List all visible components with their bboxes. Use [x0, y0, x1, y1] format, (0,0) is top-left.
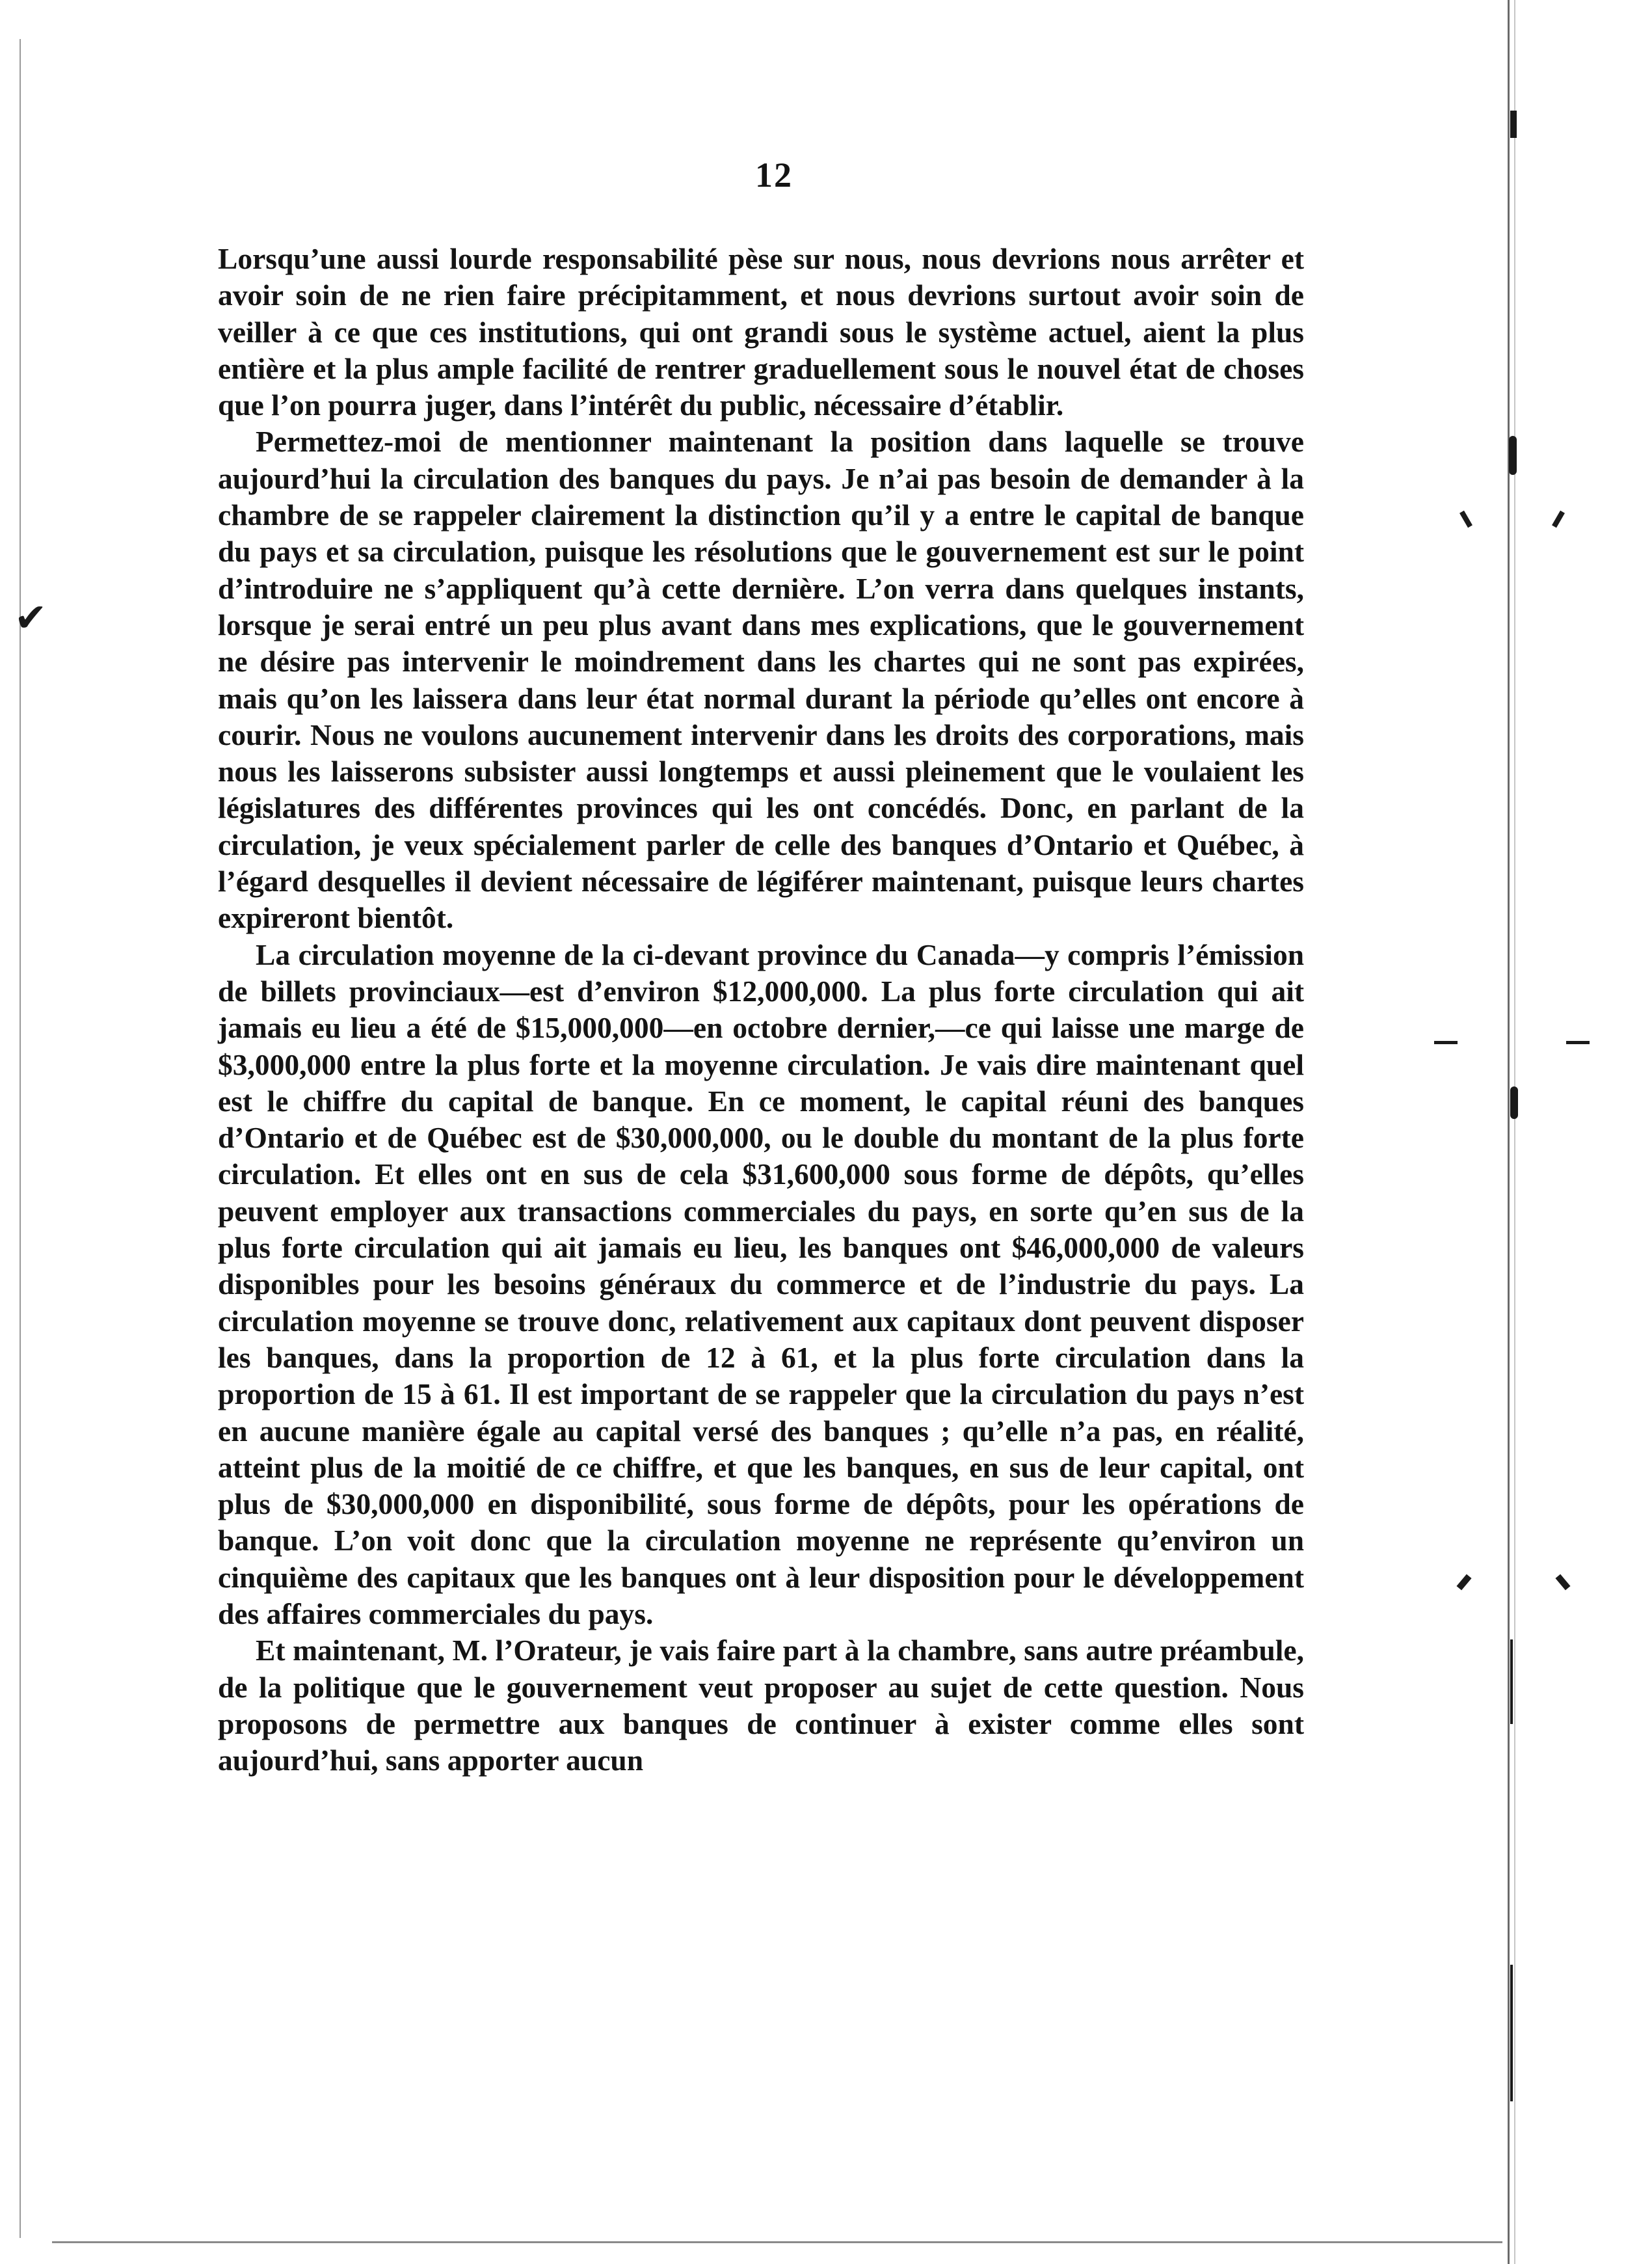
- margin-artifact-right-6: [1510, 1086, 1518, 1119]
- scan-right-edge-shadow: [1514, 0, 1515, 2264]
- paragraph: Lorsqu’une aussi lourde responsabilité pèse sur nous, nous devrions nous arrêter et avoir soin de ne rien faire précipitamment, et nous devrions surtout avoir soin de veiller à ce que ces institutions, qui ont grandi sous le système actuel, aient la plus entière et la plus ample facilité de rentrer graduellement sous le nouvel état de choses que l’on pourra juger, dans l’intérêt du public, nécessaire d’établir.: [218, 242, 1304, 422]
- margin-artifact-left: ✔: [14, 595, 47, 641]
- margin-artifact-right-2: [1459, 511, 1472, 528]
- margin-artifact-right-10: [1510, 1965, 1513, 2101]
- margin-artifact-right-5: [1566, 1041, 1590, 1044]
- margin-artifact-right-1: [1509, 436, 1517, 475]
- page-number: 12: [755, 155, 793, 195]
- paragraph: Permettez-moi de mentionner maintenant la position dans laquelle se trouve aujourd’hui la circulation des banques du pays. Je n’ai pas besoin de demander à la chambre de se rappeler clairement la distinction qu’il y a entre le capital de banque du pays et sa circulation, puisque les résolutions que le gouvernement est sur le point d’introduire ne s’appliquent qu’à cette dernière. L’on verra dans quelques instants, lorsque je serai entré un peu plus avant dans mes explications, que le gouvernement ne désire pas intervenir le moindrement dans les chartes qui ne sont pas expirées, mais qu’on les laissera dans leur état normal durant la période qu’elles ont encore à courir. Nous ne voulons aucunement intervenir dans les droits des corporations, mais nous les laisserons subsister aussi longtemps et aussi pleinement que le voulaient les législatures des différentes provinces qui les ont concédés. Donc, en parlant de la circulation, je veux spécialement parler de celle des banques d’Ontario et Québec, à l’égard desquelles il devient nécessaire de légiférer maintenant, puisque leurs chartes expireront bientôt.: [218, 425, 1304, 935]
- margin-artifact-right-4: [1434, 1041, 1458, 1044]
- paragraph: La circulation moyenne de la ci-devant province du Canada—y compris l’émission de billets provinciaux—est d’environ $12,000,000. La plus forte circulation qui ait jamais eu lieu a été de $15,000,000—en octobre dernier,—ce qui laisse une marge de $3,000,000 entre la plus forte et la moyenne circulation. Je vais dire maintenant quel est le chiffre du capital de banque. En ce moment, le capital réuni des banques d’Ontario et de Québec est de $30,000,000, ou le double du montant de la plus forte circulation. Et elles ont en sus de cela $31,600,000 sous forme de dépôts, qu’elles peuvent employer aux transactions commerciales du pays, en sorte qu’en sus de la plus forte circulation qui ait jamais eu lieu, les banques ont $46,000,000 de valeurs disponibles pour les besoins généraux du commerce et de l’industrie du pays. La circulation moyenne se trouve donc, relativement aux capitaux dont peuvent disposer les banques, dans la proportion de 12 à 61, et la plus forte circulation dans la proportion de 15 à 61. Il est important de se rappeler que la circulation du pays n’est en aucune manière égale au capital versé des banques ; qu’elle n’a pas, en réalité, atteint plus de la moitié de ce chiffre, et que les banques, en sus de leur capital, ont plus de $30,000,000 en disponibilité, sous forme de dépôts, pour les opérations de banque. L’on voit donc que la circulation moyenne ne représente qu’environ un cinquième des capitaux que les banques ont à leur disposition pour le développement des affaires commerciales du pays.: [218, 937, 1304, 1630]
- margin-artifact-right-8: [1555, 1574, 1570, 1591]
- paragraph: Et maintenant, M. l’Orateur, je vais faire part à la chambre, sans autre préambule, de la politique que le gouvernement veut proposer au sujet de cette question. Nous proposons de permettre aux banques de continuer à exister comme elles sont aujourd’hui, sans apporter aucun: [218, 1634, 1304, 1777]
- scan-right-edge: [1508, 0, 1510, 2264]
- scan-left-edge: [20, 39, 21, 2238]
- margin-artifact-top-right: [1510, 111, 1517, 138]
- margin-artifact-right-3: [1552, 511, 1565, 528]
- margin-artifact-right-7: [1456, 1574, 1471, 1591]
- body-text: [218, 241, 1304, 1779]
- margin-artifact-right-9: [1510, 1639, 1513, 1724]
- scan-bottom-edge: [52, 2241, 1502, 2243]
